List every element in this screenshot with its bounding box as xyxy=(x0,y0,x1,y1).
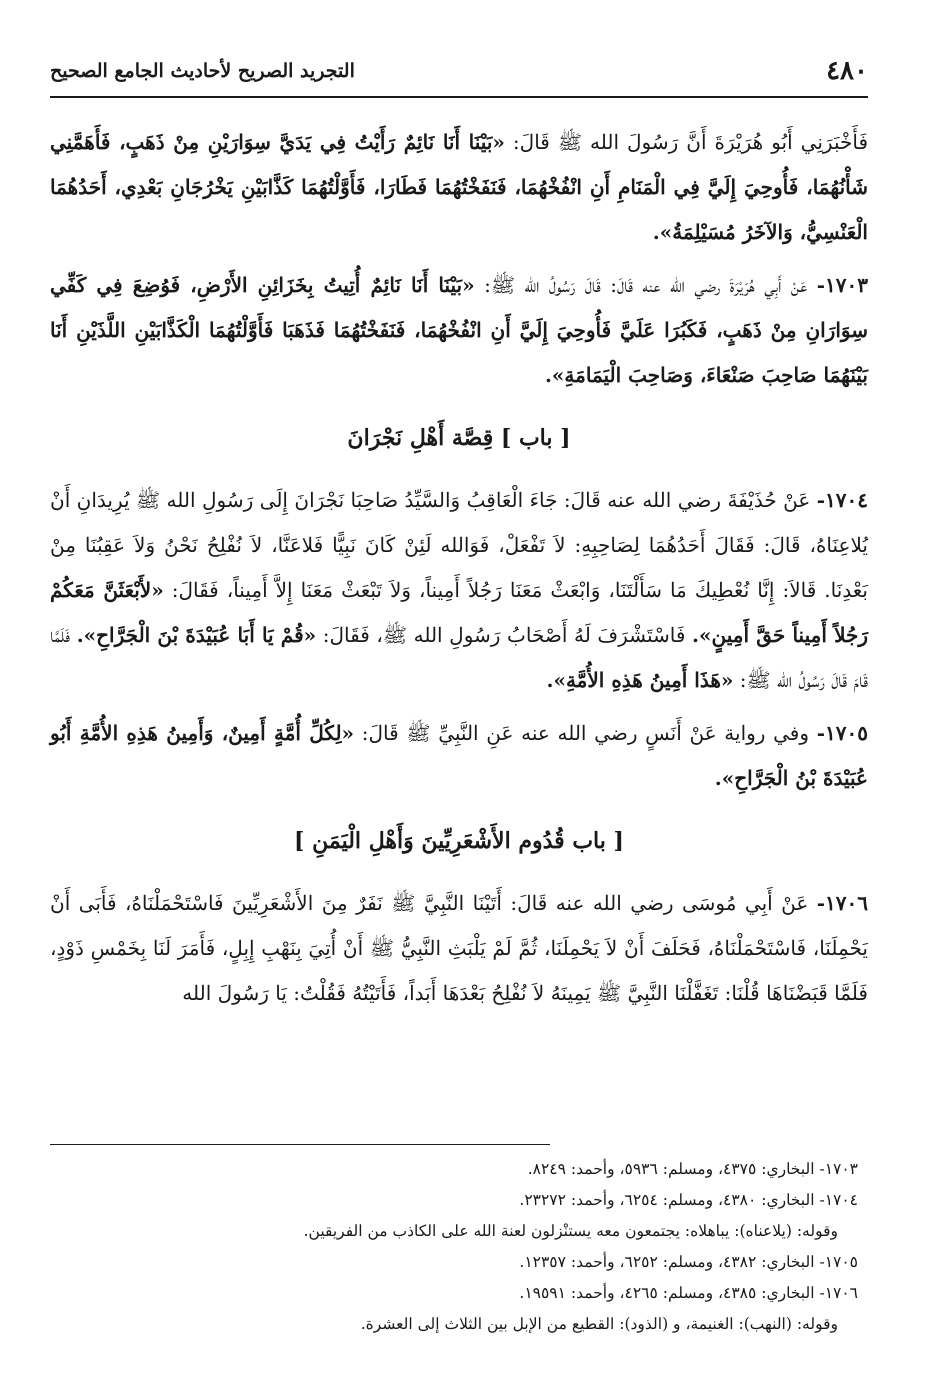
footnote-note-1706: وقوله: (النهب): الغنيمة، و (الذود): القطيع من الإبل بين الثلاث إلى العشرة. xyxy=(360,1315,838,1333)
prophetic-quote: «لِكُلِّ أُمَّةٍ أَمِينٌ، وَأَمِينُ هَذِهِ الأُمَّةِ أَبُو عُبَيْدَةَ بْنُ الْجَرَّاحِ». xyxy=(50,721,868,790)
footnote-note-1704: وقوله: (يلاعناه): يباهلاه: يجتمعون معه يستنْزلون لعنة الله على الكاذب من الفريقين. xyxy=(303,1222,838,1240)
page-number: ٤٨٠ xyxy=(826,56,868,86)
narration-intro: وفي رواية عَنْ أَنَسٍ رضي الله عنه عَنِ النَّبِيِّ ﷺ قَالَ: xyxy=(361,721,810,745)
narration-text: عَنْ حُذَيْفَةَ رضي الله عنه قَالَ: جَاءَ الْعَاقِبُ وَالسَّيِّدُ صَاحِبَا نَجْرَانَ إِلَى رَسُولِ الله ﷺ يُرِيدَانِ أَنْ يُلاعِنَاهُ، قَالَ: فَقَالَ أَحَدُهُمَا لِصَاحِبِهِ: لاَ تَفْعَلْ، فَوَالله لَئِنْ كَانَ نَبِيًّا فَلاعَنَّا، لاَ نُفْلِحُ نَحْنُ وَلاَ عَقِبُنَا مِنْ بَعْدِنَا. قَالاَ: إِنَّا نُعْطِيكَ مَا سَأَلْتَنَا، وَابْعَثْ مَعَنَا رَجُلاً أَمِيناً، وَلاَ تَبْعَثْ مَعَنَا إِلاَّ أَمِيناً، فَقَالَ: xyxy=(50,488,868,602)
footnote-1703: ١٧٠٣- البخاري: ٤٣٧٥، ومسلم: ٥٩٣٦، وأحمد: ٨٢٤٩. xyxy=(527,1160,858,1178)
hadith-number: ١٧٠٥- xyxy=(816,721,868,745)
main-text xyxy=(50,120,868,1024)
footnotes xyxy=(50,1154,868,1340)
narration-text: فَاسْتَشْرَفَ لَهُ أَصْحَابُ رَسُولِ الله ﷺ، فَقَالَ: xyxy=(322,623,686,647)
prophetic-quote: «بَيْنَا أَنَا نَائِمٌ رَأَيْتُ فِي يَدَيَّ سِوَارَيْنِ مِنْ ذَهَبٍ، فَأَهَمَّنِي شَأْنُهُمَا، فَأُوحِيَ إِلَيَّ فِي الْمَنَامِ أَنِ انْفُخْهُمَا، فَنَفَخْتُهُمَا فَطَارَا، فَأَوَّلْتُهُمَا كَذَّابَيْنِ يَخْرُجَانِ بَعْدِي، أَحَدُهُمَا الْعَنْسِيُّ، وَالآخَرُ مُسَيْلِمَةُ». xyxy=(50,130,868,244)
footnote-divider xyxy=(50,1144,550,1145)
hadith-number: ١٧٠٤- xyxy=(816,488,869,512)
narration-text: عَنْ أَبِي مُوسَى رضي الله عنه قَالَ: أَتَيْنَا النَّبِيَّ ﷺ نَفَرٌ مِنَ الأَشْعَرِيِّينَ فَاسْتَحْمَلْنَاهُ، فَأَبَى أَنْ يَحْمِلَنَا، فَاسْتَحْمَلْنَاهُ، فَحَلَفَ أَنْ لاَ يَحْمِلَنَا، ثُمَّ لَمْ يَلْبَثِ النَّبِيُّ ﷺ أَنْ أُتِيَ بِنَهْبِ إِبِلٍ، فَأَمَرَ لَنَا بِخَمْسِ ذَوْدٍ، فَلَمَّا قَبَضْنَاهَا قُلْنَا: تَغَفَّلْنَا النَّبِيَّ ﷺ يَمِينَهُ لاَ نُفْلِحُ بَعْدَهَا أَبَداً، فَأَتَيْتُهُ فَقُلْتُ: يَا رَسُولَ الله xyxy=(50,891,868,1005)
book-page xyxy=(50,50,868,1350)
page-header xyxy=(50,50,868,92)
chapter-heading-najran: [ باب ] قِصَّة أَهْلِ نَجْرَانَ xyxy=(347,425,571,451)
prophetic-quote: «قُمْ يَا أَبَا عُبَيْدَةَ بْنَ الْجَرَّاحِ». xyxy=(76,623,317,647)
prophetic-quote: «بَيْنَا أَنَا نَائِمٌ أُتِيتُ بِخَزَائِنِ الأَرْضِ، فَوُضِعَ فِي كَفِّي سِوَارَانِ مِنْ ذَهَبٍ، فَكَبُرَا عَلَيَّ فَأُوحِيَ إِلَيَّ أَنِ انْفُخْهُمَا، فَنَفَخْتُهُمَا فَذَهَبَا فَأَوَّلْتُهُمَا الْكَذَّابَيْنِ اللَّذَيْنِ أَنَا بَيْنَهُمَا صَاحِبَ صَنْعَاءَ، وَصَاحِبَ الْيَمَامَةِ». xyxy=(50,273,868,387)
hadith-number: ١٧٠٦- xyxy=(816,891,868,915)
prophetic-quote: «لأَبْعَثَنَّ مَعَكُمْ رَجُلاً أَمِيناً حَقَّ أَمِينٍ». xyxy=(50,578,869,647)
narration-intro: عَنْ أَبِي هُرَيْرَةَ رضي الله عنه قَالَ: قَالَ رَسُولُ الله ﷺ: xyxy=(484,273,808,297)
hadith-1703 xyxy=(50,263,868,398)
prophetic-quote: «هَذَا أَمِينُ هَذِهِ الأُمَّةِ». xyxy=(546,668,734,692)
footnote-1706: ١٧٠٦- البخاري: ٤٣٨٥، ومسلم: ٤٢٦٥، وأحمد: ١٩٥٩١. xyxy=(519,1284,858,1302)
footnote-1705: ١٧٠٥- البخاري: ٤٣٨٢، ومسلم: ٦٢٥٢، وأحمد: ١٢٣٥٧. xyxy=(519,1253,858,1271)
chapter-heading-ashariyyin: [ باب قُدُوم الأَشْعَرِيِّينَ وَأَهْلِ الْيَمَنِ ] xyxy=(294,828,624,854)
hadith-1706 xyxy=(50,881,868,1016)
narration-intro: فَأَخْبَرَنِي أَبُو هُرَيْرَةَ أَنَّ رَسُولَ الله ﷺ قَالَ: xyxy=(512,130,869,154)
header-divider xyxy=(50,96,868,98)
narration-text: فَلَمَّا قَامَ قَالَ رَسُولُ الله ﷺ: xyxy=(50,623,868,692)
footnote-1704: ١٧٠٤- البخاري: ٤٣٨٠، ومسلم: ٦٢٥٤، وأحمد: ٢٣٢٧٢. xyxy=(519,1191,858,1209)
hadith-number: ١٧٠٣- xyxy=(816,273,869,297)
running-title: التجريد الصريح لأحاديث الجامع الصحيح xyxy=(50,60,355,82)
hadith-continuation xyxy=(50,120,868,255)
hadith-1705 xyxy=(50,711,868,801)
hadith-1704 xyxy=(50,478,868,703)
